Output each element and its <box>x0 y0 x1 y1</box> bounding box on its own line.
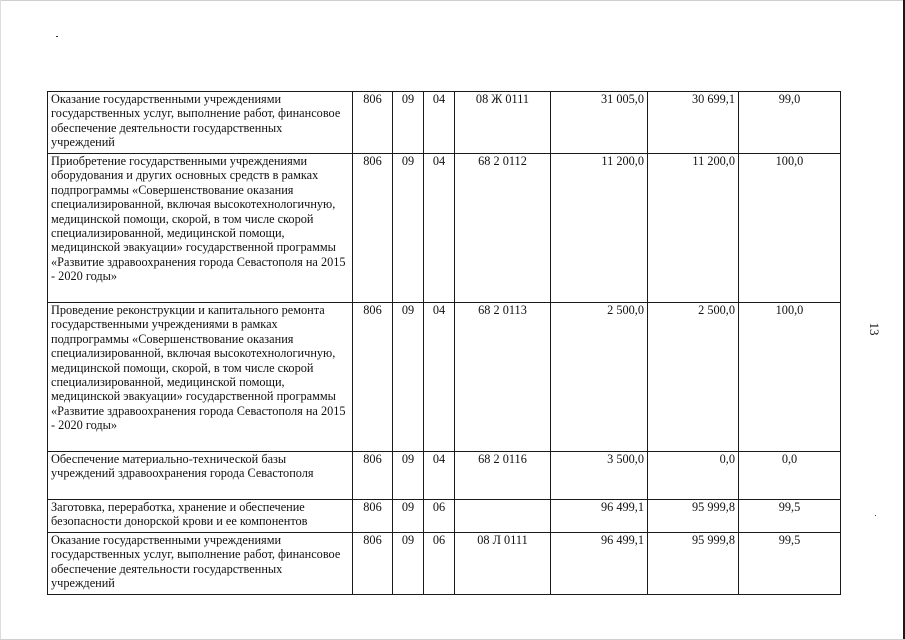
row-section-code: 09 <box>393 303 424 452</box>
row-name: Оказание государственными учреждениями государственных услуг, выполнение работ, финансовое обеспечение деятельности государственных учреждений <box>48 92 353 154</box>
row-percent: 100,0 <box>739 303 841 452</box>
budget-table <box>47 91 841 595</box>
page-number: 13 <box>867 322 882 336</box>
row-plan-amount: 2 500,0 <box>551 303 648 452</box>
row-plan-amount: 96 499,1 <box>551 533 648 595</box>
row-plan-amount: 3 500,0 <box>551 452 648 500</box>
row-subsection-code: 04 <box>424 452 455 500</box>
table-row <box>48 154 841 303</box>
row-ved-code: 806 <box>353 533 393 595</box>
row-fact-amount: 11 200,0 <box>648 154 739 303</box>
row-fact-amount: 95 999,8 <box>648 500 739 533</box>
row-target-article: 68 2 0112 <box>455 154 551 303</box>
row-subsection-code: 04 <box>424 154 455 303</box>
scan-speck <box>875 515 876 516</box>
row-percent: 0,0 <box>739 452 841 500</box>
row-fact-amount: 0,0 <box>648 452 739 500</box>
row-target-article: 68 2 0113 <box>455 303 551 452</box>
row-percent: 99,5 <box>739 500 841 533</box>
row-ved-code: 806 <box>353 303 393 452</box>
row-percent: 100,0 <box>739 154 841 303</box>
page-edge-left <box>0 0 1 640</box>
row-target-article: 08 Ж 0111 <box>455 92 551 154</box>
row-ved-code: 806 <box>353 92 393 154</box>
row-name: Заготовка, переработка, хранение и обеспечение безопасности донорской крови и ее компонентов <box>48 500 353 533</box>
table-row <box>48 533 841 595</box>
row-fact-amount: 2 500,0 <box>648 303 739 452</box>
table-row <box>48 500 841 533</box>
page-edge-top <box>0 0 905 1</box>
row-percent: 99,5 <box>739 533 841 595</box>
row-section-code: 09 <box>393 452 424 500</box>
row-plan-amount: 96 499,1 <box>551 500 648 533</box>
row-name: Приобретение государственными учреждениями оборудования и других основных средств в рамках подпрограммы «Совершенствование оказания специализированной, включая высокотехнологичную, медицинской помощи, скорой, в том числе скорой специализированной, медицинской помощи, медицинской эвакуации» государственной программы «Развитие здравоохранения города Севастополя на 2015 - 2020 годы» <box>48 154 353 303</box>
table-row <box>48 452 841 500</box>
row-section-code: 09 <box>393 500 424 533</box>
scan-speck <box>56 36 58 37</box>
row-ved-code: 806 <box>353 154 393 303</box>
row-name: Проведение реконструкции и капитального ремонта государственными учреждениями в рамках подпрограммы «Совершенствование оказания специализированной, включая высокотехнологичную, медицинской помощи, скорой, в том числе скорой специализированной, медицинской помощи, медицинской эвакуации» государственной программы «Развитие здравоохранения города Севастополя на 2015 - 2020 годы» <box>48 303 353 452</box>
row-target-article: 68 2 0116 <box>455 452 551 500</box>
row-fact-amount: 30 699,1 <box>648 92 739 154</box>
row-ved-code: 806 <box>353 500 393 533</box>
row-target-article <box>455 500 551 533</box>
row-plan-amount: 11 200,0 <box>551 154 648 303</box>
row-plan-amount: 31 005,0 <box>551 92 648 154</box>
row-section-code: 09 <box>393 154 424 303</box>
row-fact-amount: 95 999,8 <box>648 533 739 595</box>
row-subsection-code: 04 <box>424 303 455 452</box>
row-ved-code: 806 <box>353 452 393 500</box>
row-subsection-code: 04 <box>424 92 455 154</box>
row-subsection-code: 06 <box>424 500 455 533</box>
table-row <box>48 92 841 154</box>
row-section-code: 09 <box>393 533 424 595</box>
table-row <box>48 303 841 452</box>
row-target-article: 08 Л 0111 <box>455 533 551 595</box>
row-section-code: 09 <box>393 92 424 154</box>
row-name: Оказание государственными учреждениями государственных услуг, выполнение работ, финансовое обеспечение деятельности государственных учреждений <box>48 533 353 595</box>
row-subsection-code: 06 <box>424 533 455 595</box>
row-name: Обеспечение материально-технической базы учреждений здравоохранения города Севастополя <box>48 452 353 500</box>
row-percent: 99,0 <box>739 92 841 154</box>
